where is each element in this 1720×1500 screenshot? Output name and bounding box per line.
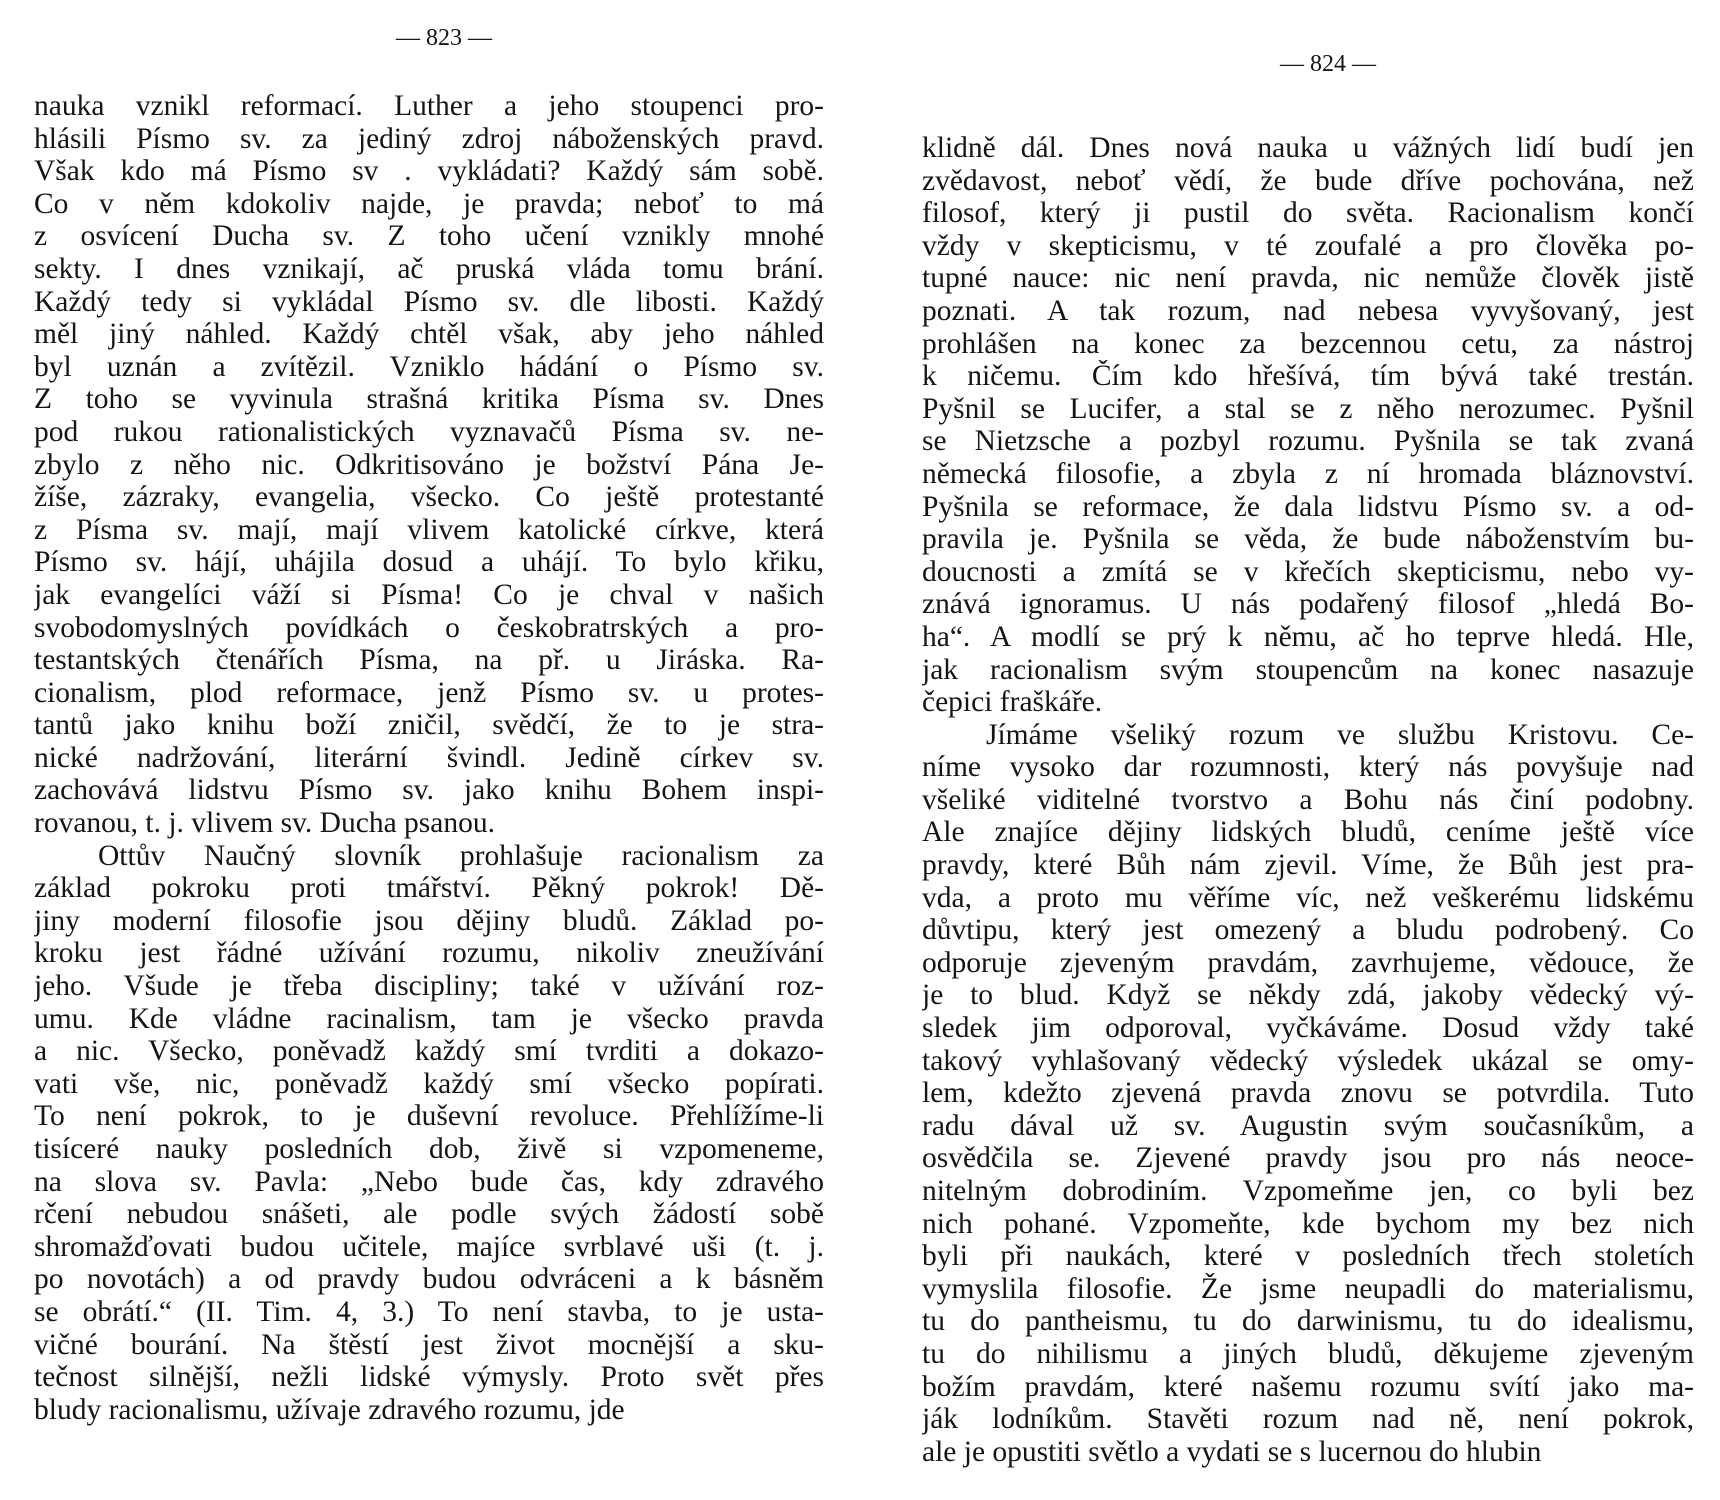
text-line: Písmo sv. hájí, uhájila dosud a uhájí. To bylo křiku, xyxy=(34,546,824,579)
text-line: poznati. A tak rozum, nad nebesa vyvyšovaný, jest xyxy=(922,294,1694,327)
text-line: Z toho se vyvinula strašná kritika Písma sv. Dnes xyxy=(34,383,824,416)
text-line: Pyšnil se Lucifer, a stal se z něho nerozumec. Pyšnil xyxy=(922,392,1694,425)
text-line: Ottův Naučný slovník prohlašuje racionalism za xyxy=(98,839,824,872)
text-line: jak racionalism svým stoupencům na konec nasazuje xyxy=(922,653,1694,686)
text-line: tu do nihilismu a jiných bludů, děkujeme zjeveným xyxy=(922,1337,1694,1370)
text-line: cionalism, plod reformace, jenž Písmo sv. u protes- xyxy=(34,676,824,709)
text-line: níme vysoko dar rozumnosti, který nás povyšuje nad xyxy=(922,751,1694,784)
text-line: prohlášen na konec za bezcennou cetu, za nástroj xyxy=(922,327,1694,360)
paragraph xyxy=(922,719,1694,1469)
text-line: vda, a proto mu věříme víc, než veškerému lidskému xyxy=(922,881,1694,914)
text-line: klidně dál. Dnes nová nauka u vážných lidí budí jen xyxy=(922,132,1694,164)
text-line: takový vyhlašovaný vědecký výsledek ukázal se omy- xyxy=(922,1044,1694,1077)
text-line: pravdy, které Bůh nám zjevil. Víme, že Bůh jest pra- xyxy=(922,849,1694,882)
text-line: pod rukou rationalistických vyznavačů Písma sv. ne- xyxy=(34,415,824,448)
text-line: nické nadržování, literární švindl. Jedině církev sv. xyxy=(34,741,824,774)
text-line: byli při naukách, které v posledních třech stoletích xyxy=(922,1240,1694,1273)
text-line: sledek jim odporoval, vyčkáváme. Dosud vždy také xyxy=(922,1012,1694,1045)
text-line: tečnost silnější, nežli lidské výmysly. Proto svět přes xyxy=(34,1361,824,1394)
text-line: Každý tedy si vykládal Písmo sv. dle libosti. Každý xyxy=(34,285,824,318)
text-line: tantů jako knihu boží zničil, svědčí, že to je stra- xyxy=(34,709,824,742)
text-line: osvědčila se. Zjevené pravdy jsou pro nás neoce- xyxy=(922,1142,1694,1175)
text-line: kroku jest řádné užívání rozumu, nikoliv zneužívání xyxy=(34,937,824,970)
text-line: bludy racionalismu, užívaje zdravého rozumu, jde xyxy=(34,1393,625,1426)
text-line: testantských čtenářích Písma, na př. u Jiráska. Ra- xyxy=(34,644,824,677)
text-line: jak evangelíci váží si Písma! Co je chval v našich xyxy=(34,578,824,611)
text-line: se Nietzsche a pozbyl rozumu. Pyšnila se tak zvaná xyxy=(922,425,1694,458)
left-page xyxy=(34,0,824,1426)
text-line: sekty. I dnes vznikají, ač pruská vláda tomu brání. xyxy=(34,252,824,285)
paragraph xyxy=(34,840,824,1427)
text-line: se obrátí.“ (II. Tim. 4, 3.) To není stavba, to je usta- xyxy=(34,1295,824,1328)
page-number: — 824 — xyxy=(1280,51,1376,77)
text-line: tisíceré nauky posledních dob, živě si vzpomeneme, xyxy=(34,1133,824,1165)
text-line: Však kdo má Písmo sv . vykládati? Každý sám sobě. xyxy=(34,155,824,188)
text-line: tupné nauce: nic není pravda, nic nemůže člověk jistě xyxy=(922,262,1694,295)
paragraph xyxy=(34,90,824,840)
text-line: rovanou, t. j. vlivem sv. Ducha psanou. xyxy=(34,807,495,840)
text-line: umu. Kde vládne racinalism, tam je všecko pravda xyxy=(34,1002,824,1035)
text-line: Ale znajíce dějiny lidských bludů, ceníme ještě více xyxy=(922,816,1694,849)
text-line: nauka vznikl reformací. Luther a jeho stoupenci pro- xyxy=(34,90,824,122)
text-line: shromažďovati budou učitele, majíce svrblavé uši (t. j. xyxy=(34,1230,824,1263)
text-line: znává ignoramus. U nás podařený filosof „hledá Bo- xyxy=(922,588,1694,621)
text-line: jeho. Všude je třeba discipliny; také v užívání roz- xyxy=(34,970,824,1003)
text-line: je to blud. Když se někdy zdá, jakoby vědecký vý- xyxy=(922,979,1694,1012)
text-line: vičné bourání. Na štěstí jest život mocnější a sku- xyxy=(34,1328,824,1361)
page-body xyxy=(34,90,824,1426)
text-line: lem, kdežto zjevená pravda znovu se potvrdila. Tuto xyxy=(922,1077,1694,1110)
text-line: vymyslila filosofie. Že jsme neupadli do materialismu, xyxy=(922,1272,1694,1305)
text-line: z osvícení Ducha sv. Z toho učení vznikly mnohé xyxy=(34,220,824,253)
text-line: pravila je. Pyšnila se věda, že bude náboženstvím bu- xyxy=(922,523,1694,556)
text-line: zbylo z něho nic. Odkritisováno je božství Pána Je- xyxy=(34,448,824,481)
page-body xyxy=(922,132,1694,1468)
text-line: svobodomyslných povídkách o českobratrských a pro- xyxy=(34,611,824,644)
text-line: doucnosti a zmítá se v křečích skepticismu, nebo vy- xyxy=(922,555,1694,588)
text-line: nich pohané. Vzpomeňte, kde bychom my bez nich xyxy=(922,1207,1694,1240)
text-line: byl uznán a zvítězil. Vzniklo hádání o Písmo sv. xyxy=(34,350,824,383)
text-line: po novotách) a od pravdy budou odvráceni a k básněm xyxy=(34,1263,824,1296)
text-line: radu dával už sv. Augustin svým současníkům, a xyxy=(922,1109,1694,1142)
text-line: německá filosofie, a zbyla z ní hromada bláznovství. xyxy=(922,457,1694,490)
text-line: odporuje zjeveným pravdám, zavrhujeme, vědouce, že xyxy=(922,946,1694,979)
text-line: vždy v skepticismu, v té zoufalé a pro člověka po- xyxy=(922,229,1694,262)
text-line: vati vše, nic, poněvadž každý smí všecko popírati. xyxy=(34,1067,824,1100)
text-line: a nic. Všecko, poněvadž každý smí tvrditi a dokazo- xyxy=(34,1035,824,1068)
right-page xyxy=(922,0,1694,1468)
text-line: božím pravdám, které našemu rozumu svítí jako ma- xyxy=(922,1370,1694,1403)
paragraph xyxy=(922,132,1694,719)
text-line: filosof, který ji pustil do světa. Racionalism končí xyxy=(922,197,1694,230)
text-line: hlásili Písmo sv. za jediný zdroj náboženských pravd. xyxy=(34,122,824,155)
text-line: ják lodníkům. Stavěti rozum nad ně, není pokrok, xyxy=(922,1403,1694,1436)
text-line: To není pokrok, to je duševní revoluce. Přehlížíme-li xyxy=(34,1100,824,1133)
page-number: — 823 — xyxy=(396,25,492,51)
text-line: čepici fraškáře. xyxy=(922,686,1103,719)
text-line: všeliké viditelné tvorstvo a Bohu nás činí podobny. xyxy=(922,783,1694,816)
text-line: žíše, zázraky, evangelia, všecko. Co ještě protestanté xyxy=(34,481,824,514)
text-line: Jímáme všeliký rozum ve službu Kristovu. Ce- xyxy=(986,718,1694,751)
text-line: tu do pantheismu, tu do darwinismu, tu do idealismu, xyxy=(922,1305,1694,1338)
text-line: z Písma sv. mají, mají vlivem katolické církve, která xyxy=(34,513,824,546)
text-line: zvědavost, neboť vědí, že bude dříve pochována, než xyxy=(922,164,1694,197)
text-line: ale je opustiti světlo a vydati se s lucernou do hlubin xyxy=(922,1435,1542,1468)
text-line: základ pokroku proti tmářství. Pěkný pokrok! Dě- xyxy=(34,872,824,905)
text-line: na slova sv. Pavla: „Nebo bude čas, kdy zdravého xyxy=(34,1165,824,1198)
text-line: nitelným dobrodiním. Vzpomeňme jen, co byli bez xyxy=(922,1175,1694,1207)
text-line: rčení nebudou snášeti, ale podle svých žádostí sobě xyxy=(34,1198,824,1231)
text-line: měl jiný náhled. Každý chtěl však, aby jeho náhled xyxy=(34,318,824,351)
text-line: Co v něm kdokoliv najde, je pravda; neboť to má xyxy=(34,187,824,220)
text-line: důvtipu, který jest omezený a bludu podrobený. Co xyxy=(922,914,1694,947)
text-line: zachovává lidstvu Písmo sv. jako knihu Bohem inspi- xyxy=(34,774,824,807)
text-line: Pyšnila se reformace, že dala lidstvu Písmo sv. a od- xyxy=(922,490,1694,523)
text-line: jiny moderní filosofie jsou dějiny bludů. Základ po- xyxy=(34,904,824,937)
text-line: ha“. A modlí se prý k němu, ač ho teprve hledá. Hle, xyxy=(922,620,1694,653)
text-line: k ničemu. Čím kdo hřešívá, tím bývá také trestán. xyxy=(922,360,1694,393)
